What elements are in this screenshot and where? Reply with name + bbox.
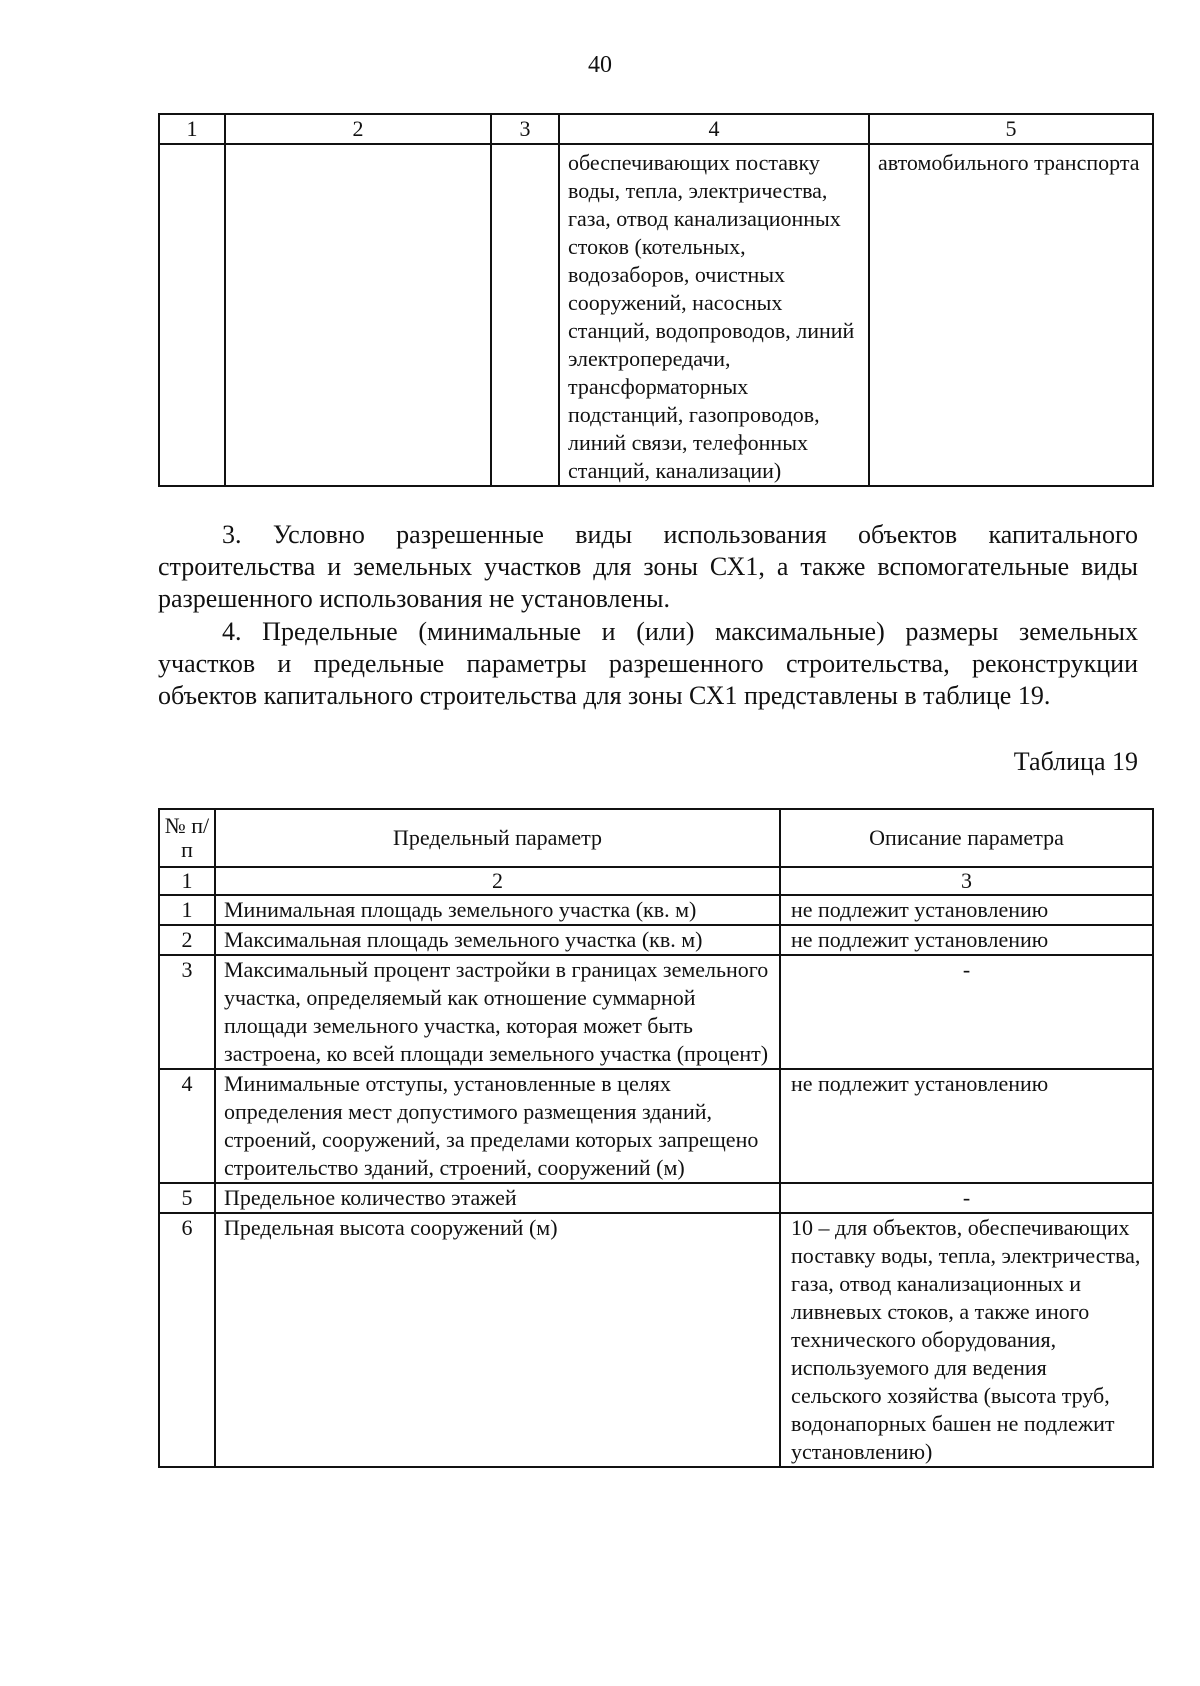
row-parameter: Предельное количество этажей	[215, 1183, 780, 1213]
table-19	[158, 808, 1154, 1468]
table-row	[159, 1069, 1153, 1183]
column-number-cell: 4	[559, 114, 869, 144]
column-number-cell: 5	[869, 114, 1153, 144]
row-description: не подлежит установлению	[780, 925, 1153, 955]
transport-text: автомобильного транспорта	[878, 150, 1140, 175]
column-index-cell: 3	[780, 867, 1153, 895]
table-row	[159, 925, 1153, 955]
row-number: 5	[159, 1183, 215, 1213]
column-index-cell: 1	[159, 867, 215, 895]
table-row	[159, 1213, 1153, 1467]
row-description: не подлежит установлению	[780, 895, 1153, 925]
header-description: Описание параметра	[780, 809, 1153, 867]
row-parameter: Предельная высота сооружений (м)	[215, 1213, 780, 1467]
row-description: 10 – для объектов, обеспечивающих поставку воды, тепла, электричества, газа, отвод канализационных и ливневых стоков, а также иного технического оборудования, используемого для ведения сельского хозяйства (высота труб, водонапорных башен не подлежит установлению)	[780, 1213, 1153, 1467]
table-19-header-row	[159, 809, 1153, 867]
empty-cell	[159, 144, 225, 486]
empty-cell	[225, 144, 491, 486]
transport-cell	[869, 144, 1153, 486]
empty-cell	[491, 144, 559, 486]
column-number-cell: 2	[225, 114, 491, 144]
table-caption: Таблица 19	[1013, 747, 1138, 776]
page-number: 40	[588, 52, 612, 78]
row-description: -	[780, 1183, 1153, 1213]
table-row	[159, 955, 1153, 1069]
header-number: № п/п	[159, 809, 215, 867]
column-number-cell: 3	[491, 114, 559, 144]
row-description: не подлежит установлению	[780, 1069, 1153, 1183]
header-parameter: Предельный параметр	[215, 809, 780, 867]
row-parameter: Минимальная площадь земельного участка (кв. м)	[215, 895, 780, 925]
row-number: 6	[159, 1213, 215, 1467]
continuation-table-row	[159, 144, 1153, 486]
table-row	[159, 895, 1153, 925]
column-number-cell: 1	[159, 114, 225, 144]
row-description: -	[780, 955, 1153, 1069]
row-number: 4	[159, 1069, 215, 1183]
paragraph-3: 3. Условно разрешенные виды использования объектов капитального строительства и земельных участков для зоны СХ1, а также вспомогательные виды разрешенного использования не установлены.	[158, 520, 1138, 613]
objects-description-cell	[559, 144, 869, 486]
row-parameter: Максимальный процент застройки в границах земельного участка, определяемый как отношение суммарной площади земельного участка, которая может быть застроена, ко всей площади земельного участка (процент)	[215, 955, 780, 1069]
row-number: 2	[159, 925, 215, 955]
objects-description-text: обеспечивающих поставку воды, тепла, электричества, газа, отвод канализационных стоков (котельных, водозаборов, очистных сооружений, насосных станций, водопроводов, линий электропередачи, трансформаторных подстанций, газопроводов, линий связи, телефонных станций, канализации)	[568, 150, 855, 483]
row-number: 3	[159, 955, 215, 1069]
column-index-cell: 2	[215, 867, 780, 895]
row-parameter: Минимальные отступы, установленные в целях определения мест допустимого размещения зданий, строений, сооружений, за пределами которых запрещено строительство зданий, строений, сооружений (м)	[215, 1069, 780, 1183]
continuation-table-header-row	[159, 114, 1153, 144]
table-row	[159, 1183, 1153, 1213]
row-parameter: Максимальная площадь земельного участка (кв. м)	[215, 925, 780, 955]
continuation-table	[158, 113, 1154, 487]
paragraph-4: 4. Предельные (минимальные и (или) максимальные) размеры земельных участков и предельные параметры разрешенного строительства, реконструкции объектов капитального строительства для зоны СХ1 представлены в таблице 19.	[158, 617, 1138, 710]
row-number: 1	[159, 895, 215, 925]
table-19-index-row	[159, 867, 1153, 895]
